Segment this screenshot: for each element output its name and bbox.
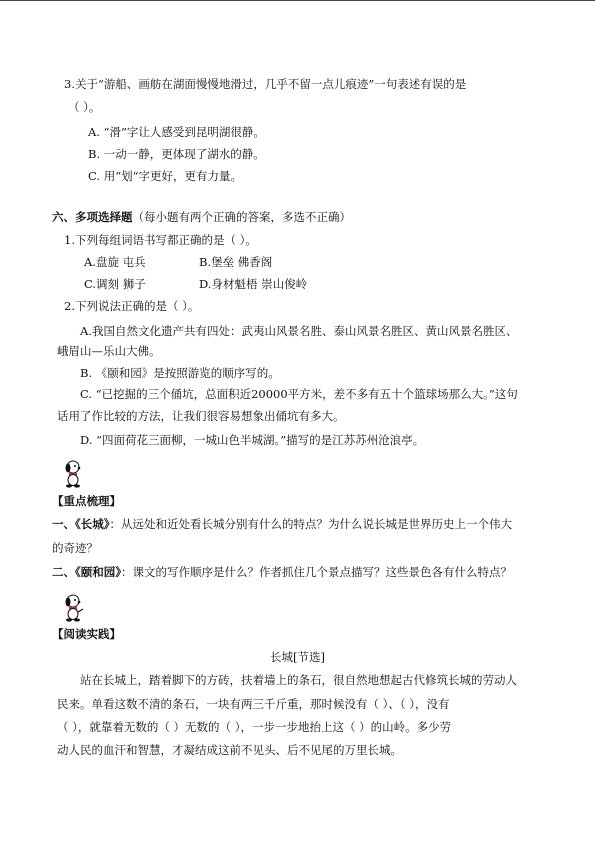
page-top-border xyxy=(0,0,595,1)
q3-stem: 3.关于“游船、画舫在湖面慢慢地滑过，几乎不留一点儿痕迹”一句表述有误的是 xyxy=(64,77,467,91)
s6-q1-stem: 1.下列每组词语书写都正确的是（ ）。 xyxy=(64,233,257,247)
q3-answer-blank: （ ）。 xyxy=(68,100,101,114)
section6-header xyxy=(52,209,351,225)
snoopy-icon xyxy=(60,458,86,488)
s6-q2-option-c: C. “已挖掘的三个俑坑，总面积近20000平方米，差不多有五十个篮球场那么大。”这句 xyxy=(80,387,518,401)
reading-para-line-2: 民来。单看这数不清的条石，一块有两三千斤重，那时候没有（ ）、（ ），没有 xyxy=(57,697,450,711)
s6-q2-option-b: B. 《颐和园》是按照游览的顺序写的。 xyxy=(80,366,280,380)
reading-para-line-4: 动人民的血汗和智慧，才凝结成这前不见头、后不见尾的万里长城。 xyxy=(57,743,402,757)
s6-q2-option-a-cont: 峨眉山—乐山大佛。 xyxy=(57,344,161,358)
section6-note: （每小题有两个正确的答案，多选不正确） xyxy=(132,210,351,224)
reading-heading: 【阅读实践】 xyxy=(52,627,121,641)
key-point-2 xyxy=(52,564,512,580)
reading-para-line-3: （ ），就靠着无数的（ ）无数的（ ），一步一步地抬上这（ ）的山岭。多少劳 xyxy=(57,720,452,734)
s6-q2-option-d: D. “四面荷花三面柳，一城山色半城湖。”描写的是江苏苏州沧浪亭。 xyxy=(80,433,425,447)
q3-option-b: B. 一动一静，更体现了湖水的静。 xyxy=(88,147,265,161)
key-point-1-text: ：从远处和近处看长城分别有什么的特点？为什么说长城是世界历史上一个伟大 xyxy=(109,517,512,531)
key-point-1-cont: 的奇迹？ xyxy=(52,541,98,555)
s6-q2-stem: 2.下列说法正确的是（ ）。 xyxy=(64,299,200,313)
s6-q1-option-b: B.堡垒 佛香阁 xyxy=(199,255,273,269)
reading-passage-title: 长城[节选] xyxy=(270,650,325,664)
reading-para-line-1: 站在长城上，踏着脚下的方砖，扶着墙上的条石，很自然地想起古代修筑长城的劳动人 xyxy=(80,673,517,687)
s6-q2-option-c-cont: 话用了作比较的方法，让我们很容易想象出俑坑有多大。 xyxy=(57,409,345,423)
key-point-1-label: 一、《长城》 xyxy=(52,517,110,531)
section6-title: 六、多项选择题 xyxy=(52,210,133,224)
snoopy-icon xyxy=(60,592,86,622)
q3-option-a: A. “滑”字让人感受到昆明湖很静。 xyxy=(88,125,265,139)
key-point-2-label: 二、《颐和园》 xyxy=(52,565,121,579)
q3-option-c: C. 用“划“字更好，更有力量。 xyxy=(88,169,242,183)
s6-q1-option-c: C.调刻 狮子 xyxy=(84,277,146,291)
key-point-2-text: ：课文的写作顺序是什么？作者抓住几个景点描写？这些景色各有什么特点？ xyxy=(121,565,512,579)
key-point-1 xyxy=(52,516,512,532)
key-points-heading: 【重点梳理】 xyxy=(52,494,121,508)
s6-q2-option-a: A.我国自然文化遗产共有四处：武夷山风景名胜、泰山风景名胜区、黄山风景名胜区、 xyxy=(80,324,518,338)
s6-q1-option-d: D.身材魁梧 崇山俊岭 xyxy=(199,277,308,291)
s6-q1-option-a: A.盘旋 屯兵 xyxy=(84,255,146,269)
